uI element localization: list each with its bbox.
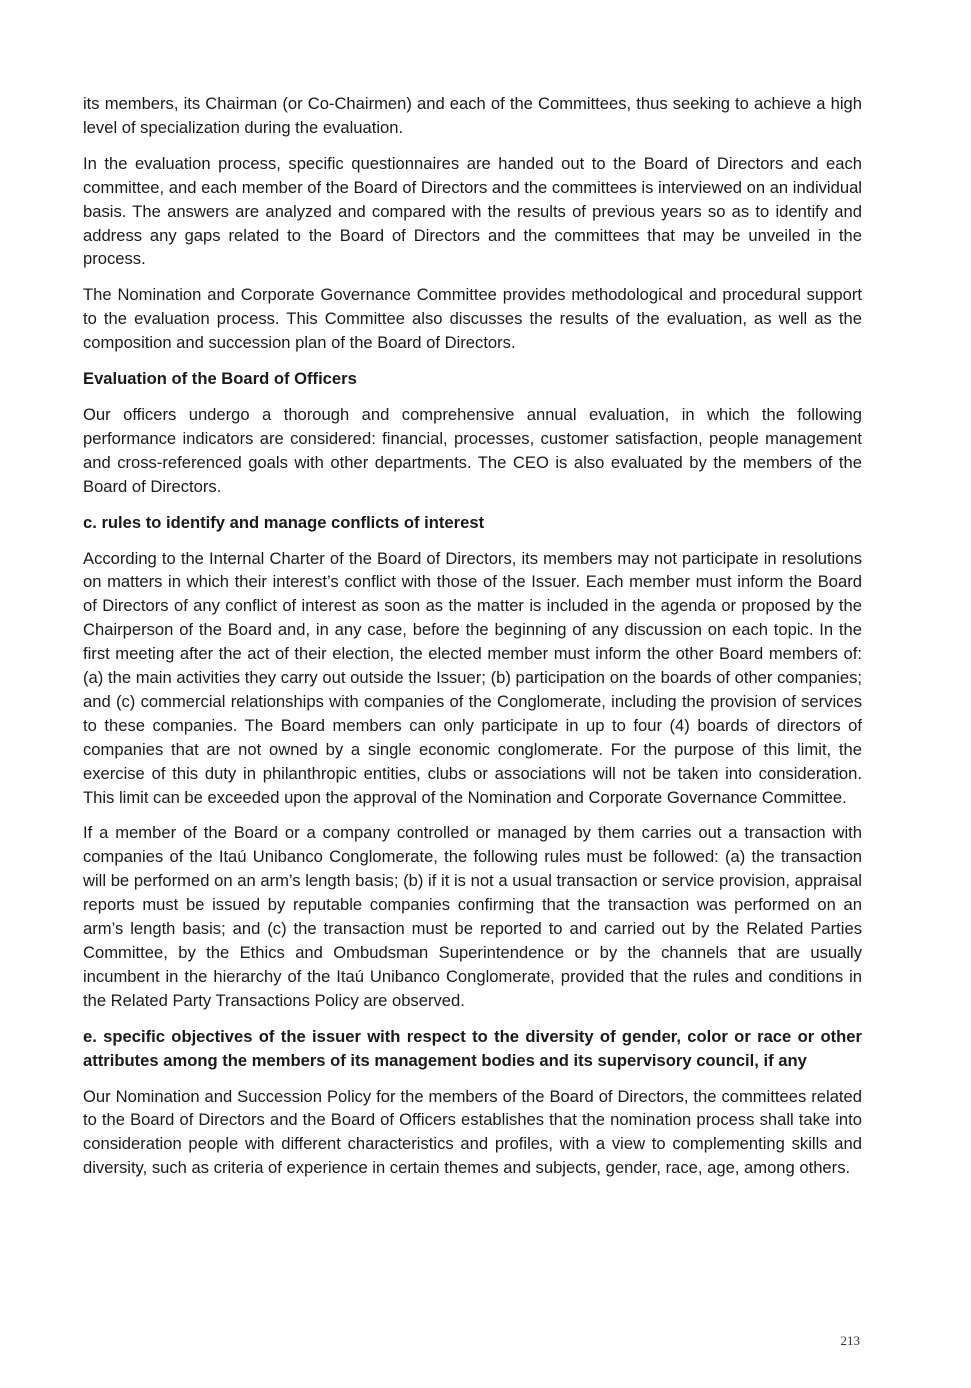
paragraph-nomination-committee: The Nomination and Corporate Governance Committee provides methodological and procedural support to the evaluation process. This Committee also discusses the results of the evaluation, as well as the composition and succession plan of the Board of Directors. xyxy=(83,285,862,353)
paragraph-succession-policy: Our Nomination and Succession Policy for the members of the Board of Directors, the committees related to the Board of Directors and the Board of Officers establishes that the nomination process shall take into consideration people with different characteristics and profiles, with a view to complementing skills and diversity, such as criteria of experience in certain themes and subjects, gender, race, age, among others. xyxy=(83,1086,862,1178)
heading-diversity-objectives: e. specific objectives of the issuer with respect to the diversity of gender, color or race or other attributes among the members of its management bodies and its supervisory council, if any xyxy=(83,1026,862,1070)
document-body xyxy=(83,92,862,1192)
paragraph-evaluation-intro: its members, its Chairman (or Co-Chairmen) and each of the Committees, thus seeking to achieve a high level of specialization during the evaluation. xyxy=(83,94,862,137)
page-number: 213 xyxy=(840,1333,860,1348)
paragraph-internal-charter: According to the Internal Charter of the Board of Directors, its members may not participate in resolutions on matters in which their interest’s conflict with those of the Issuer. Each member must inform the Board of Directors of any conflict of interest as soon as the matter is included in the agenda or proposed by the Chairperson of the Board and, in any case, before the beginning of any discussion on each topic. In the first meeting after the act of their election, the elected member must inform the other Board members of: (a) the main activities they carry out outside the Issuer; (b) participation on the boards of other companies; and (c) commercial relationships with companies of the Conglomerate, including the provision of services to these companies. The Board members can only participate in up to four (4) boards of directors of companies that are not owned by a single economic conglomerate. For the purpose of this limit, the exercise of this duty in philanthropic entities, clubs or associations will not be taken into consideration. This limit can be exceeded upon the approval of the Nomination and Corporate Governance Committee. xyxy=(83,548,862,807)
paragraph-transaction-rules: If a member of the Board or a company controlled or managed by them carries out a transaction with companies of the Itaú Unibanco Conglomerate, the following rules must be followed: (a) the transaction will be performed on an arm’s length basis; (b) if it is not a usual transaction or service provision, appraisal reports must be issued by reputable companies confirming that the transaction was performed on an arm’s length basis; and (c) the transaction must be reported to and carried out by the Related Parties Committee, by the Ethics and Ombudsman Superintendence or by the channels that are usually incumbent in the hierarchy of the Itaú Unibanco Conglomerate, provided that the rules and conditions in the Related Party Transactions Policy are observed. xyxy=(83,823,862,1010)
heading-conflicts-of-interest: c. rules to identify and manage conflicts of interest xyxy=(83,512,485,532)
heading-evaluation-officers: Evaluation of the Board of Officers xyxy=(83,369,357,389)
paragraph-evaluation-process: In the evaluation process, specific questionnaires are handed out to the Board of Directors and each committee, and each member of the Board of Directors and the committees is interviewed on an individual basis. The answers are analyzed and compared with the results of previous years so as to identify and address any gaps related to the Board of Directors and the committees that may be unveiled in the process. xyxy=(83,153,862,269)
paragraph-officers-evaluation: Our officers undergo a thorough and comprehensive annual evaluation, in which the following performance indicators are considered: financial, processes, customer satisfaction, people management and cross-referenced goals with other departments. The CEO is also evaluated by the members of the Board of Directors. xyxy=(83,404,862,496)
